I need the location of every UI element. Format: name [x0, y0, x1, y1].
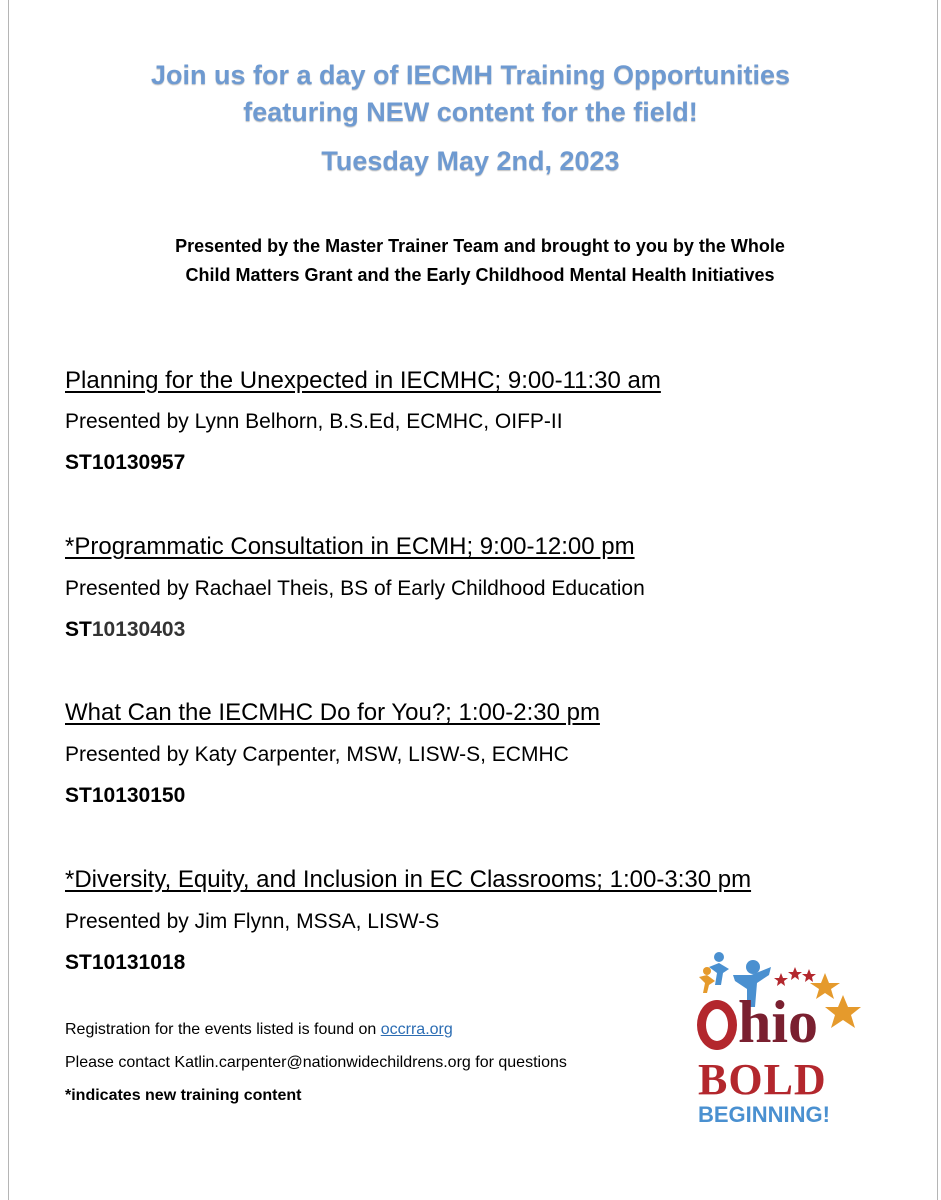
session-presenter: Presented by Lynn Belhorn, B.S.Ed, ECMHC, OIFP-II	[65, 410, 563, 433]
session-code: ST10130150	[65, 784, 186, 807]
registration-text: Registration for the events listed is found on	[65, 1021, 381, 1038]
new-content-note: *indicates new training content	[65, 1087, 302, 1104]
registration-link[interactable]: occrra.org	[380, 1021, 453, 1038]
headline-line-1: Join us for a day of IECMH Training Opportunities	[150, 60, 791, 90]
session-title: What Can the IECMHC Do for You?; 1:00-2:30 pm	[65, 699, 600, 726]
session-code-prefix: ST	[65, 618, 92, 641]
headline-line-2: featuring NEW content for the field!	[243, 97, 698, 127]
contact-line: Please contact Katlin.carpenter@nationwidechildrens.org for questions	[65, 1054, 567, 1071]
session-presenter: Presented by Rachael Theis, BS of Early Childhood Education	[65, 577, 645, 600]
session-title: Planning for the Unexpected in IECMHC; 9:00-11:30 am	[65, 367, 661, 394]
event-date: Tuesday May 2nd, 2023	[321, 146, 620, 176]
session-presenter: Presented by Jim Flynn, MSSA, LISW-S	[65, 910, 440, 933]
presented-by-subtitle	[80, 232, 880, 290]
registration-line	[65, 1021, 453, 1039]
session-code: ST10130957	[65, 451, 186, 474]
session-presenter: Presented by Katy Carpenter, MSW, LISW-S, ECMHC	[65, 743, 569, 766]
logo-word-hio: hio	[738, 989, 819, 1055]
session-title: *Diversity, Equity, and Inclusion in EC Classrooms; 1:00-3:30 pm	[65, 866, 752, 893]
session-code-number: 10130403	[91, 618, 186, 641]
session-code: ST10131018	[65, 951, 186, 974]
ohio-o-letter	[697, 1000, 737, 1050]
session-code	[65, 618, 185, 642]
session-title: *Programmatic Consultation in ECMH; 9:00-12:00 pm	[65, 533, 635, 560]
subtitle-line-1: Presented by the Master Trainer Team and brought to you by the Whole	[175, 236, 785, 256]
logo-word-bold: BOLD	[698, 1055, 827, 1104]
subtitle-line-2: Child Matters Grant and the Early Childhood Mental Health Initiatives	[185, 265, 775, 285]
logo-word-beginning: BEGINNING!	[698, 1102, 830, 1127]
